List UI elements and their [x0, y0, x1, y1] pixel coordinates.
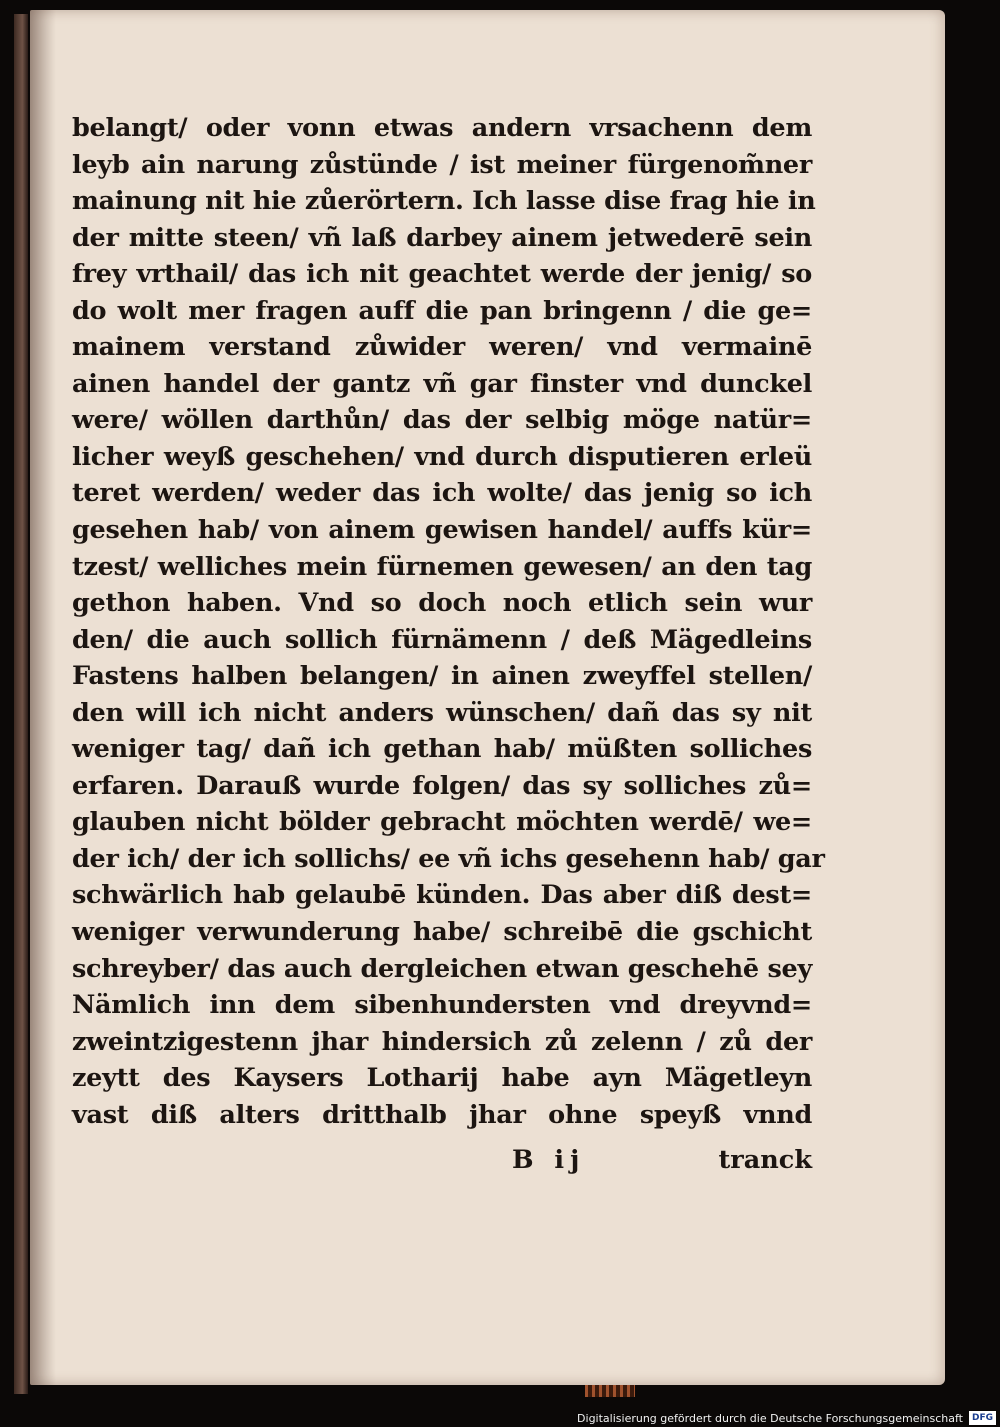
text-line: mainem verstand zůwider weren/ vnd vermainē	[72, 332, 812, 363]
signature-mark: B ij	[512, 1145, 586, 1175]
text-line: Nämlich inn dem sibenhundersten vnd dreyvnd=	[72, 990, 812, 1021]
catch-line	[72, 1140, 812, 1180]
text-line: weniger verwunderung habe/ schreibē die gschicht	[72, 917, 812, 948]
text-line: ainen handel der gantz vñ gar finster vnd dunckel	[72, 368, 812, 399]
text-line: do wolt mer fragen auff die pan bringenn / die ge=	[72, 295, 812, 326]
text-line: tzest/ welliches mein fürnemen gewesen/ an den tag	[72, 551, 812, 582]
text-line: Fastens halben belangen/ in ainen zweyffel stellen/	[72, 661, 812, 692]
footer-bar	[569, 1409, 1000, 1427]
book-page-edge	[14, 14, 28, 1394]
text-line: gesehen hab/ von ainem gewisen handel/ auffs kür=	[72, 515, 812, 546]
text-line: licher weyß geschehen/ vnd durch disputieren erleü	[72, 441, 812, 472]
text-line: zeytt des Kaysers Lotharij habe ayn Mägetleyn	[72, 1063, 812, 1094]
text-line: vast diß alters dritthalb jhar ohne speyß vnnd	[72, 1099, 812, 1130]
text-line: were/ wöllen darthůn/ das der selbig möge natür=	[72, 405, 812, 436]
text-line: schreyber/ das auch dergleichen etwan geschehē sey	[72, 953, 812, 984]
text-line: der mitte steen/ vñ laß darbey ainem jetwederē sein	[72, 222, 812, 253]
funding-credit: Digitalisierung gefördert durch die Deutsche Forschungsgemeinschaft	[577, 1411, 963, 1425]
text-line: gethon haben. Vnd so doch noch etlich sein wur	[72, 588, 812, 619]
text-line: frey vrthail/ das ich nit geachtet werde der jenig/ so	[72, 259, 812, 290]
text-line: der ich/ der ich sollichs/ ee vñ ichs gesehenn hab/ gar	[72, 843, 825, 874]
book-page	[30, 10, 945, 1385]
text-line: schwärlich hab gelaubē künden. Das aber diß dest=	[72, 880, 812, 911]
text-line: glauben nicht bölder gebracht möchten werdē/ we=	[72, 807, 812, 838]
dfg-logo: DFG	[969, 1411, 996, 1425]
catchword: tranck	[718, 1145, 812, 1175]
text-line: leyb ain narung zůstünde / ist meiner fürgenom̃ner	[72, 149, 812, 180]
text-line: erfaren. Darauß wurde folgen/ das sy solliches zů=	[72, 770, 812, 801]
text-line: weniger tag/ dañ ich gethan hab/ müßten solliches	[72, 734, 812, 765]
text-line: teret werden/ weder das ich wolte/ das jenig so ich	[72, 478, 812, 509]
text-line: den/ die auch sollich fürnämenn / deß Mägedleins	[72, 624, 812, 655]
text-line: mainung nit hie zůerörtern. Ich lasse dise frag hie in	[72, 186, 816, 217]
text-line: belangt/ oder vonn etwas andern vrsachenn dem	[72, 113, 812, 143]
text-line: den will ich nicht anders wünschen/ dañ das sy nit	[72, 697, 812, 728]
body-text	[72, 110, 825, 1133]
book-block-edge	[585, 1385, 635, 1397]
text-line: zweintzigestenn jhar hindersich zů zelenn / zů der	[72, 1026, 812, 1057]
